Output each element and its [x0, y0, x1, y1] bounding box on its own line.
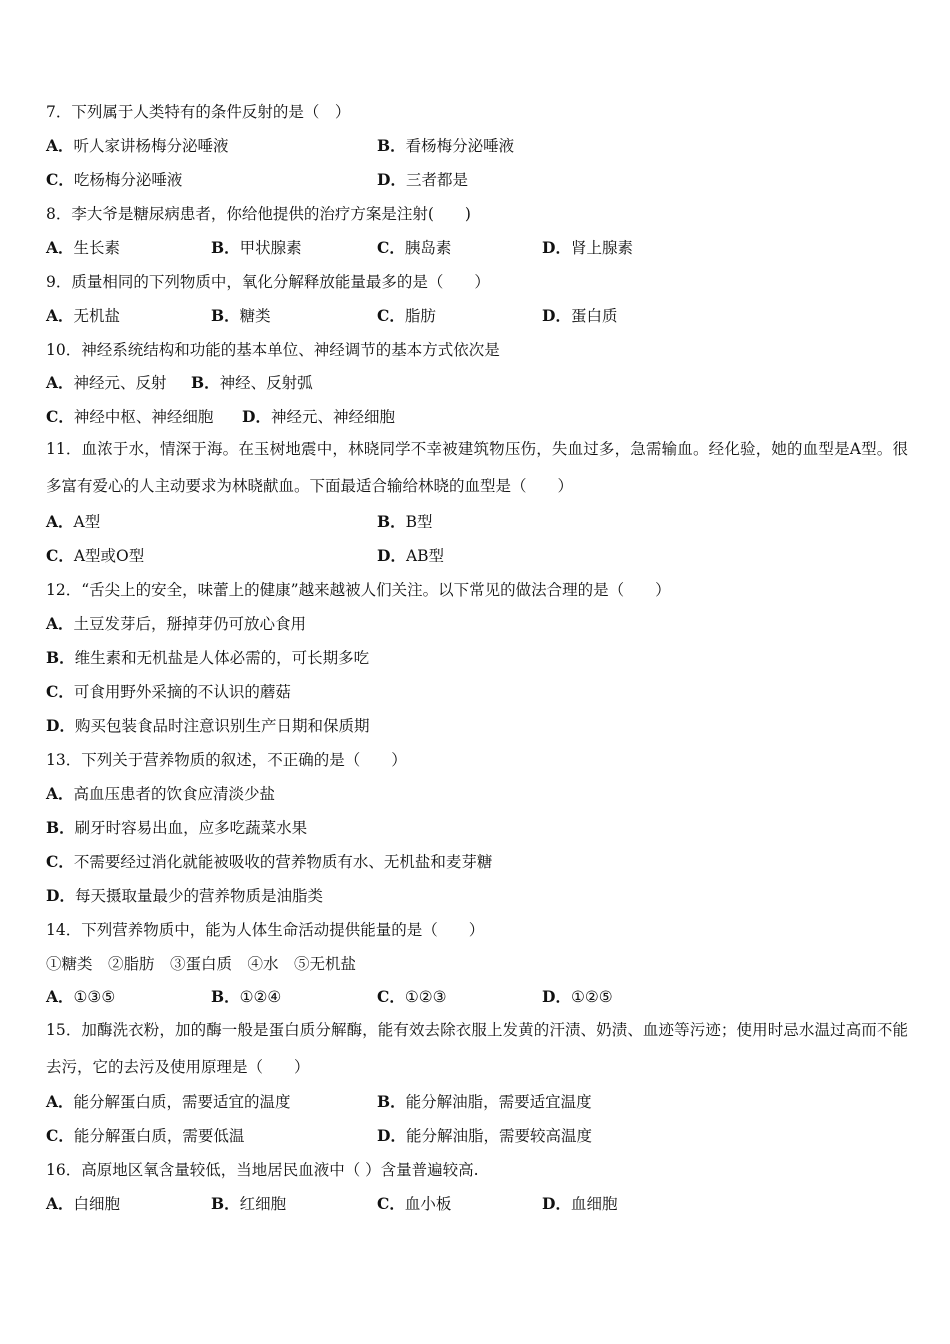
option-d[interactable]: D．蛋白质 [542, 306, 618, 325]
question-number: 14． [46, 921, 82, 939]
option-b[interactable]: B．甲状腺素 [211, 238, 302, 257]
question-stem: 下列营养物质中，能为人体生命活动提供能量的是（ ） [81, 921, 485, 939]
option-c[interactable]: C．脂肪 [377, 306, 436, 325]
question-stem: “舌尖上的安全，味蕾上的健康”越来越被人们关注。以下常见的做法合理的是（ ） [81, 581, 671, 599]
option-d[interactable]: D．三者都是 [377, 170, 468, 189]
question-7 [46, 102, 350, 122]
option-d[interactable]: D．血细胞 [542, 1194, 618, 1213]
option-a[interactable]: A．能分解蛋白质，需要适宜的温度 [46, 1092, 291, 1111]
option-a[interactable]: A．生长素 [46, 238, 121, 257]
option-b[interactable]: B．看杨梅分泌唾液 [377, 136, 515, 155]
question-16 [46, 1160, 479, 1180]
question-number: 16． [46, 1161, 82, 1179]
option-b[interactable]: B．神经、反射弧 [191, 373, 313, 392]
option-b[interactable]: B．糖类 [211, 306, 271, 325]
option-d[interactable]: D．每天摄取量最少的营养物质是油脂类 [46, 886, 323, 905]
question-11 [46, 431, 908, 505]
option-b[interactable]: B．B型 [377, 512, 433, 531]
question-13 [46, 750, 407, 770]
option-c[interactable]: C．神经中枢、神经细胞 [46, 407, 214, 426]
question-9 [46, 272, 490, 292]
option-b[interactable]: B．红细胞 [211, 1194, 287, 1213]
option-a[interactable]: A．听人家讲杨梅分泌唾液 [46, 136, 229, 155]
option-a[interactable]: A．A型 [46, 512, 101, 531]
option-d[interactable]: D．购买包装食品时注意识别生产日期和保质期 [46, 716, 370, 735]
question-8 [46, 204, 471, 224]
question-number: 10． [46, 341, 82, 359]
option-d[interactable]: D．①②⑤ [542, 987, 613, 1006]
item-list: ①糖类 ②脂肪 ③蛋白质 ④水 ⑤无机盐 [46, 955, 357, 973]
option-c[interactable]: C．能分解蛋白质，需要低温 [46, 1126, 245, 1145]
question-number: 11． [46, 440, 82, 458]
question-14 [46, 920, 484, 940]
option-d[interactable]: D．神经元、神经细胞 [242, 407, 395, 426]
question-stem: 神经系统结构和功能的基本单位、神经调节的基本方式依次是 [81, 341, 500, 359]
option-b[interactable]: B．①②④ [211, 987, 282, 1006]
question-number: 8． [46, 205, 72, 223]
question-stem: 下列关于营养物质的叙述，不正确的是（ ） [81, 751, 407, 769]
option-c[interactable]: C．不需要经过消化就能被吸收的营养物质有水、无机盐和麦芽糖 [46, 852, 493, 871]
option-c[interactable]: C．胰岛素 [377, 238, 452, 257]
option-c[interactable]: C．A型或O型 [46, 546, 145, 565]
option-c[interactable]: C．血小板 [377, 1194, 452, 1213]
question-15 [46, 1012, 908, 1086]
question-stem: 李大爷是糖尿病患者，你给他提供的治疗方案是注射( ) [71, 205, 471, 223]
question-number: 7． [46, 103, 72, 121]
question-number: 9． [46, 273, 72, 291]
option-a[interactable]: A．高血压患者的饮食应清淡少盐 [46, 784, 276, 803]
option-d[interactable]: D．肾上腺素 [542, 238, 633, 257]
question-stem: 高原地区氧含量较低，当地居民血液中（ ）含量普遍较高. [81, 1161, 479, 1179]
option-b[interactable]: B．维生素和无机盐是人体必需的，可长期多吃 [46, 648, 370, 667]
option-a[interactable]: A．无机盐 [46, 306, 121, 325]
option-b[interactable]: B．刷牙时容易出血，应多吃蔬菜水果 [46, 818, 308, 837]
option-b[interactable]: B．能分解油脂，需要适宜温度 [377, 1092, 592, 1111]
option-a[interactable]: A．白细胞 [46, 1194, 121, 1213]
option-c[interactable]: C．①②③ [377, 987, 447, 1006]
question-stem: 下列属于人类特有的条件反射的是（ ） [71, 103, 351, 121]
question-number: 12． [46, 581, 82, 599]
question-stem: 质量相同的下列物质中，氧化分解释放能量最多的是（ ） [71, 273, 490, 291]
option-c[interactable]: C．可食用野外采摘的不认识的蘑菇 [46, 682, 291, 701]
question-12 [46, 580, 671, 600]
question-number: 13． [46, 751, 82, 769]
option-a[interactable]: A．神经元、反射 [46, 373, 167, 392]
question-10 [46, 340, 500, 360]
option-a[interactable]: A．土豆发芽后，掰掉芽仍可放心食用 [46, 614, 307, 633]
option-d[interactable]: D．能分解油脂，需要较高温度 [377, 1126, 592, 1145]
question-number: 15． [46, 1021, 82, 1039]
option-a[interactable]: A．①③⑤ [46, 987, 116, 1006]
question-stem: 血浓于水，情深于海。在玉树地震中，林晓同学不幸被建筑物压伤，失血过多，急需输血。经化验，她的血型是A型。很多富有爱心的人主动要求为林晓献血。下面最适合输给林晓的血型是（ ） [46, 440, 908, 495]
option-d[interactable]: D．AB型 [377, 546, 445, 565]
question-stem: 加酶洗衣粉，加的酶一般是蛋白质分解酶，能有效去除衣服上发黄的汗渍、奶渍、血迹等污迹；使用时忌水温过高而不能去污，它的去污及使用原理是（ ） [46, 1021, 908, 1076]
option-c[interactable]: C．吃杨梅分泌唾液 [46, 170, 183, 189]
